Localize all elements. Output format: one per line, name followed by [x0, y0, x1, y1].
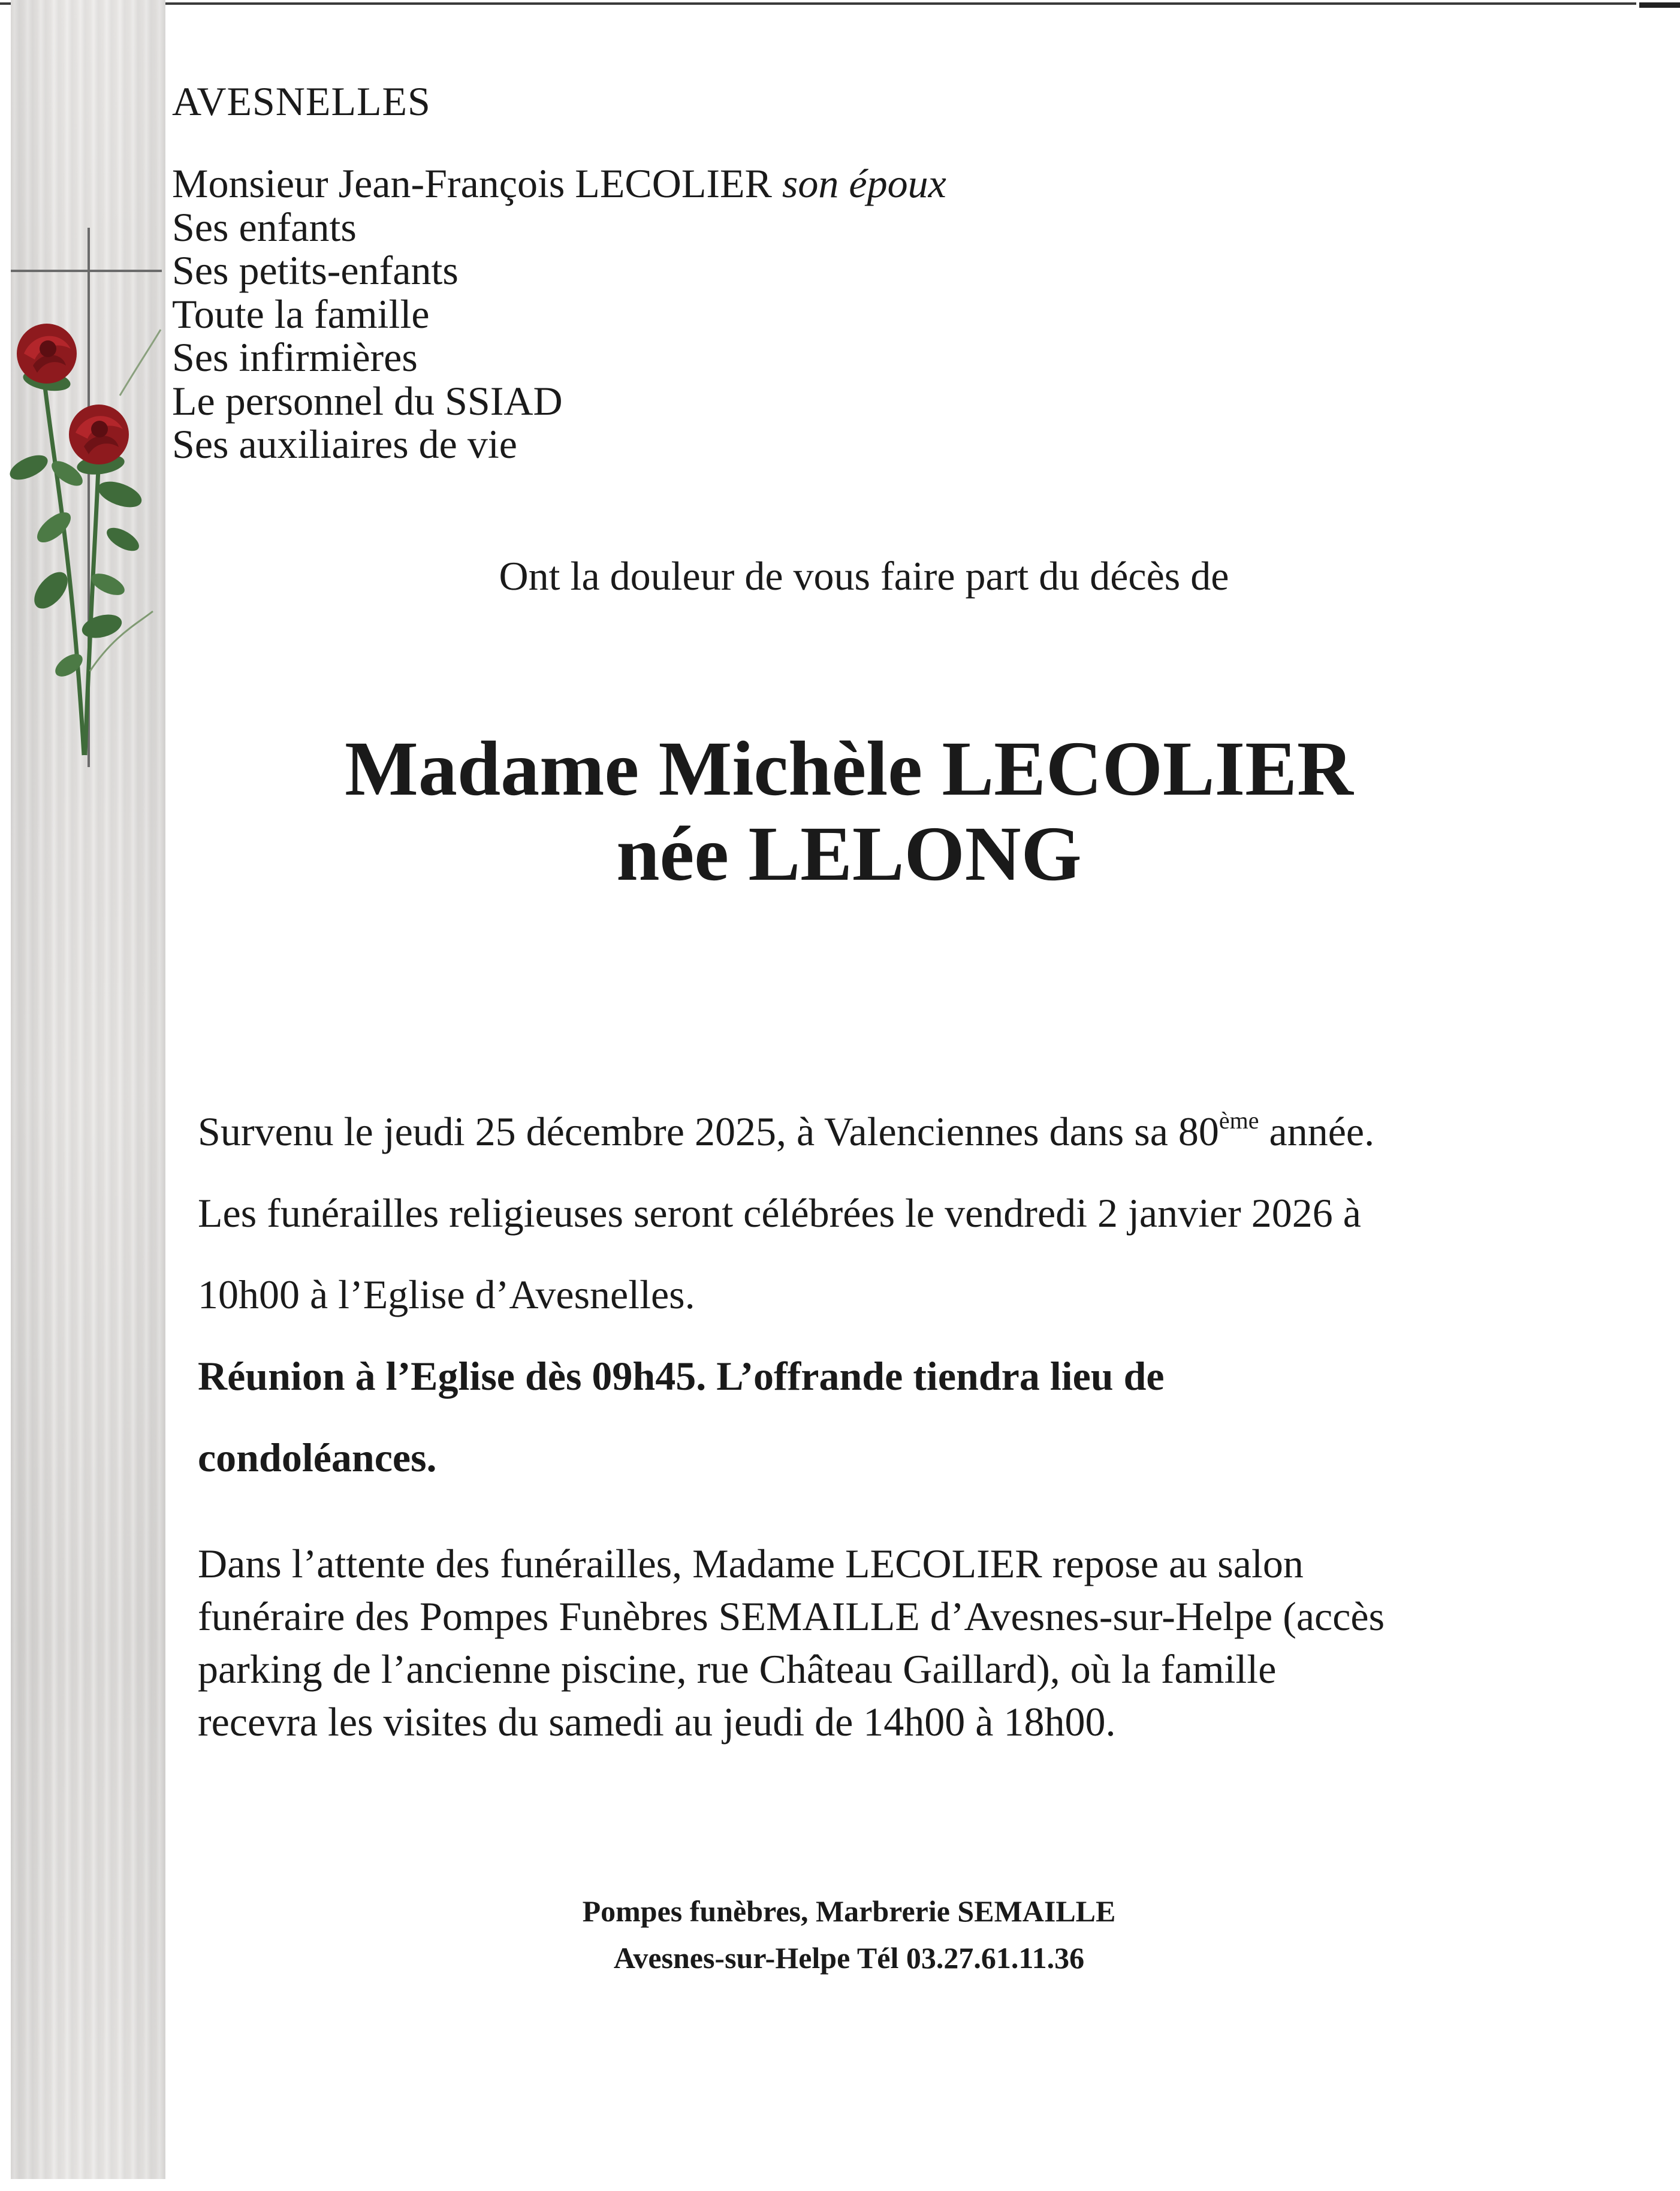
family-member-name: Ses infirmières	[172, 334, 418, 380]
family-member-name: Toute la famille	[172, 291, 430, 337]
funeral-details	[198, 1091, 1576, 1498]
funeral-home-contact: Avesnes-sur-Helpe Tél 03.27.61.11.36	[613, 1941, 1085, 1975]
visitation-line: Dans l’attente des funérailles, Madame LECOLIER repose au salon	[198, 1541, 1304, 1586]
visitation-line: recevra les visites du samedi au jeudi de 14h00 à 18h00.	[198, 1699, 1116, 1745]
ceremony-line: Les funérailles religieuses seront célébrées le vendredi 2 janvier 2026 à	[198, 1190, 1361, 1236]
family-member	[172, 422, 946, 466]
family-member	[172, 249, 946, 292]
family-member-name: Ses enfants	[172, 204, 357, 250]
family-member-name: Ses auxiliaires de vie	[172, 421, 517, 467]
ordinal-suffix: ème	[1218, 1107, 1259, 1134]
ceremony-place-line: 10h00 à l’Eglise d’Avesnelles.	[198, 1272, 695, 1317]
family-member-name: Le personnel du SSIAD	[172, 378, 563, 424]
family-member	[172, 336, 946, 379]
death-date-text: Survenu le jeudi 25 décembre 2025, à Valenciennes dans sa 80	[198, 1109, 1219, 1154]
top-rule-end	[1639, 2, 1680, 8]
death-date-text-end: année.	[1259, 1109, 1375, 1154]
family-member-name: Monsieur Jean-François LECOLIER	[172, 161, 782, 206]
deceased-maiden-name: née LELONG	[616, 811, 1082, 897]
family-member	[172, 162, 946, 206]
gathering-line: Réunion à l’Eglise dès 09h45. L’offrande tiendra lieu de	[198, 1353, 1165, 1399]
location-heading: AVESNELLES	[172, 79, 431, 124]
family-member	[172, 379, 946, 423]
condolences-line: condoléances.	[198, 1435, 437, 1480]
family-member-name: Ses petits-enfants	[172, 248, 459, 293]
family-member-relation: son époux	[782, 161, 946, 206]
deceased-name-block	[0, 726, 1680, 897]
announcement-text: Ont la douleur de vous faire part du décès de	[499, 553, 1229, 599]
visitation-line: parking de l’ancienne piscine, rue Château Gaillard), où la famille	[198, 1646, 1277, 1692]
visitation-paragraph	[198, 1537, 1385, 1748]
visitation-line: funéraire des Pompes Funèbres SEMAILLE d’Avesnes-sur-Helpe (accès	[198, 1594, 1385, 1639]
funeral-home-name: Pompes funèbres, Marbrerie SEMAILLE	[582, 1894, 1116, 1928]
family-list	[172, 162, 946, 466]
family-member	[172, 292, 946, 336]
family-member	[172, 206, 946, 249]
top-rule	[0, 2, 1636, 5]
deceased-name: Madame Michèle LECOLIER	[345, 726, 1353, 812]
funeral-home-footer	[0, 1888, 1680, 1981]
death-date-line	[198, 1091, 1576, 1172]
